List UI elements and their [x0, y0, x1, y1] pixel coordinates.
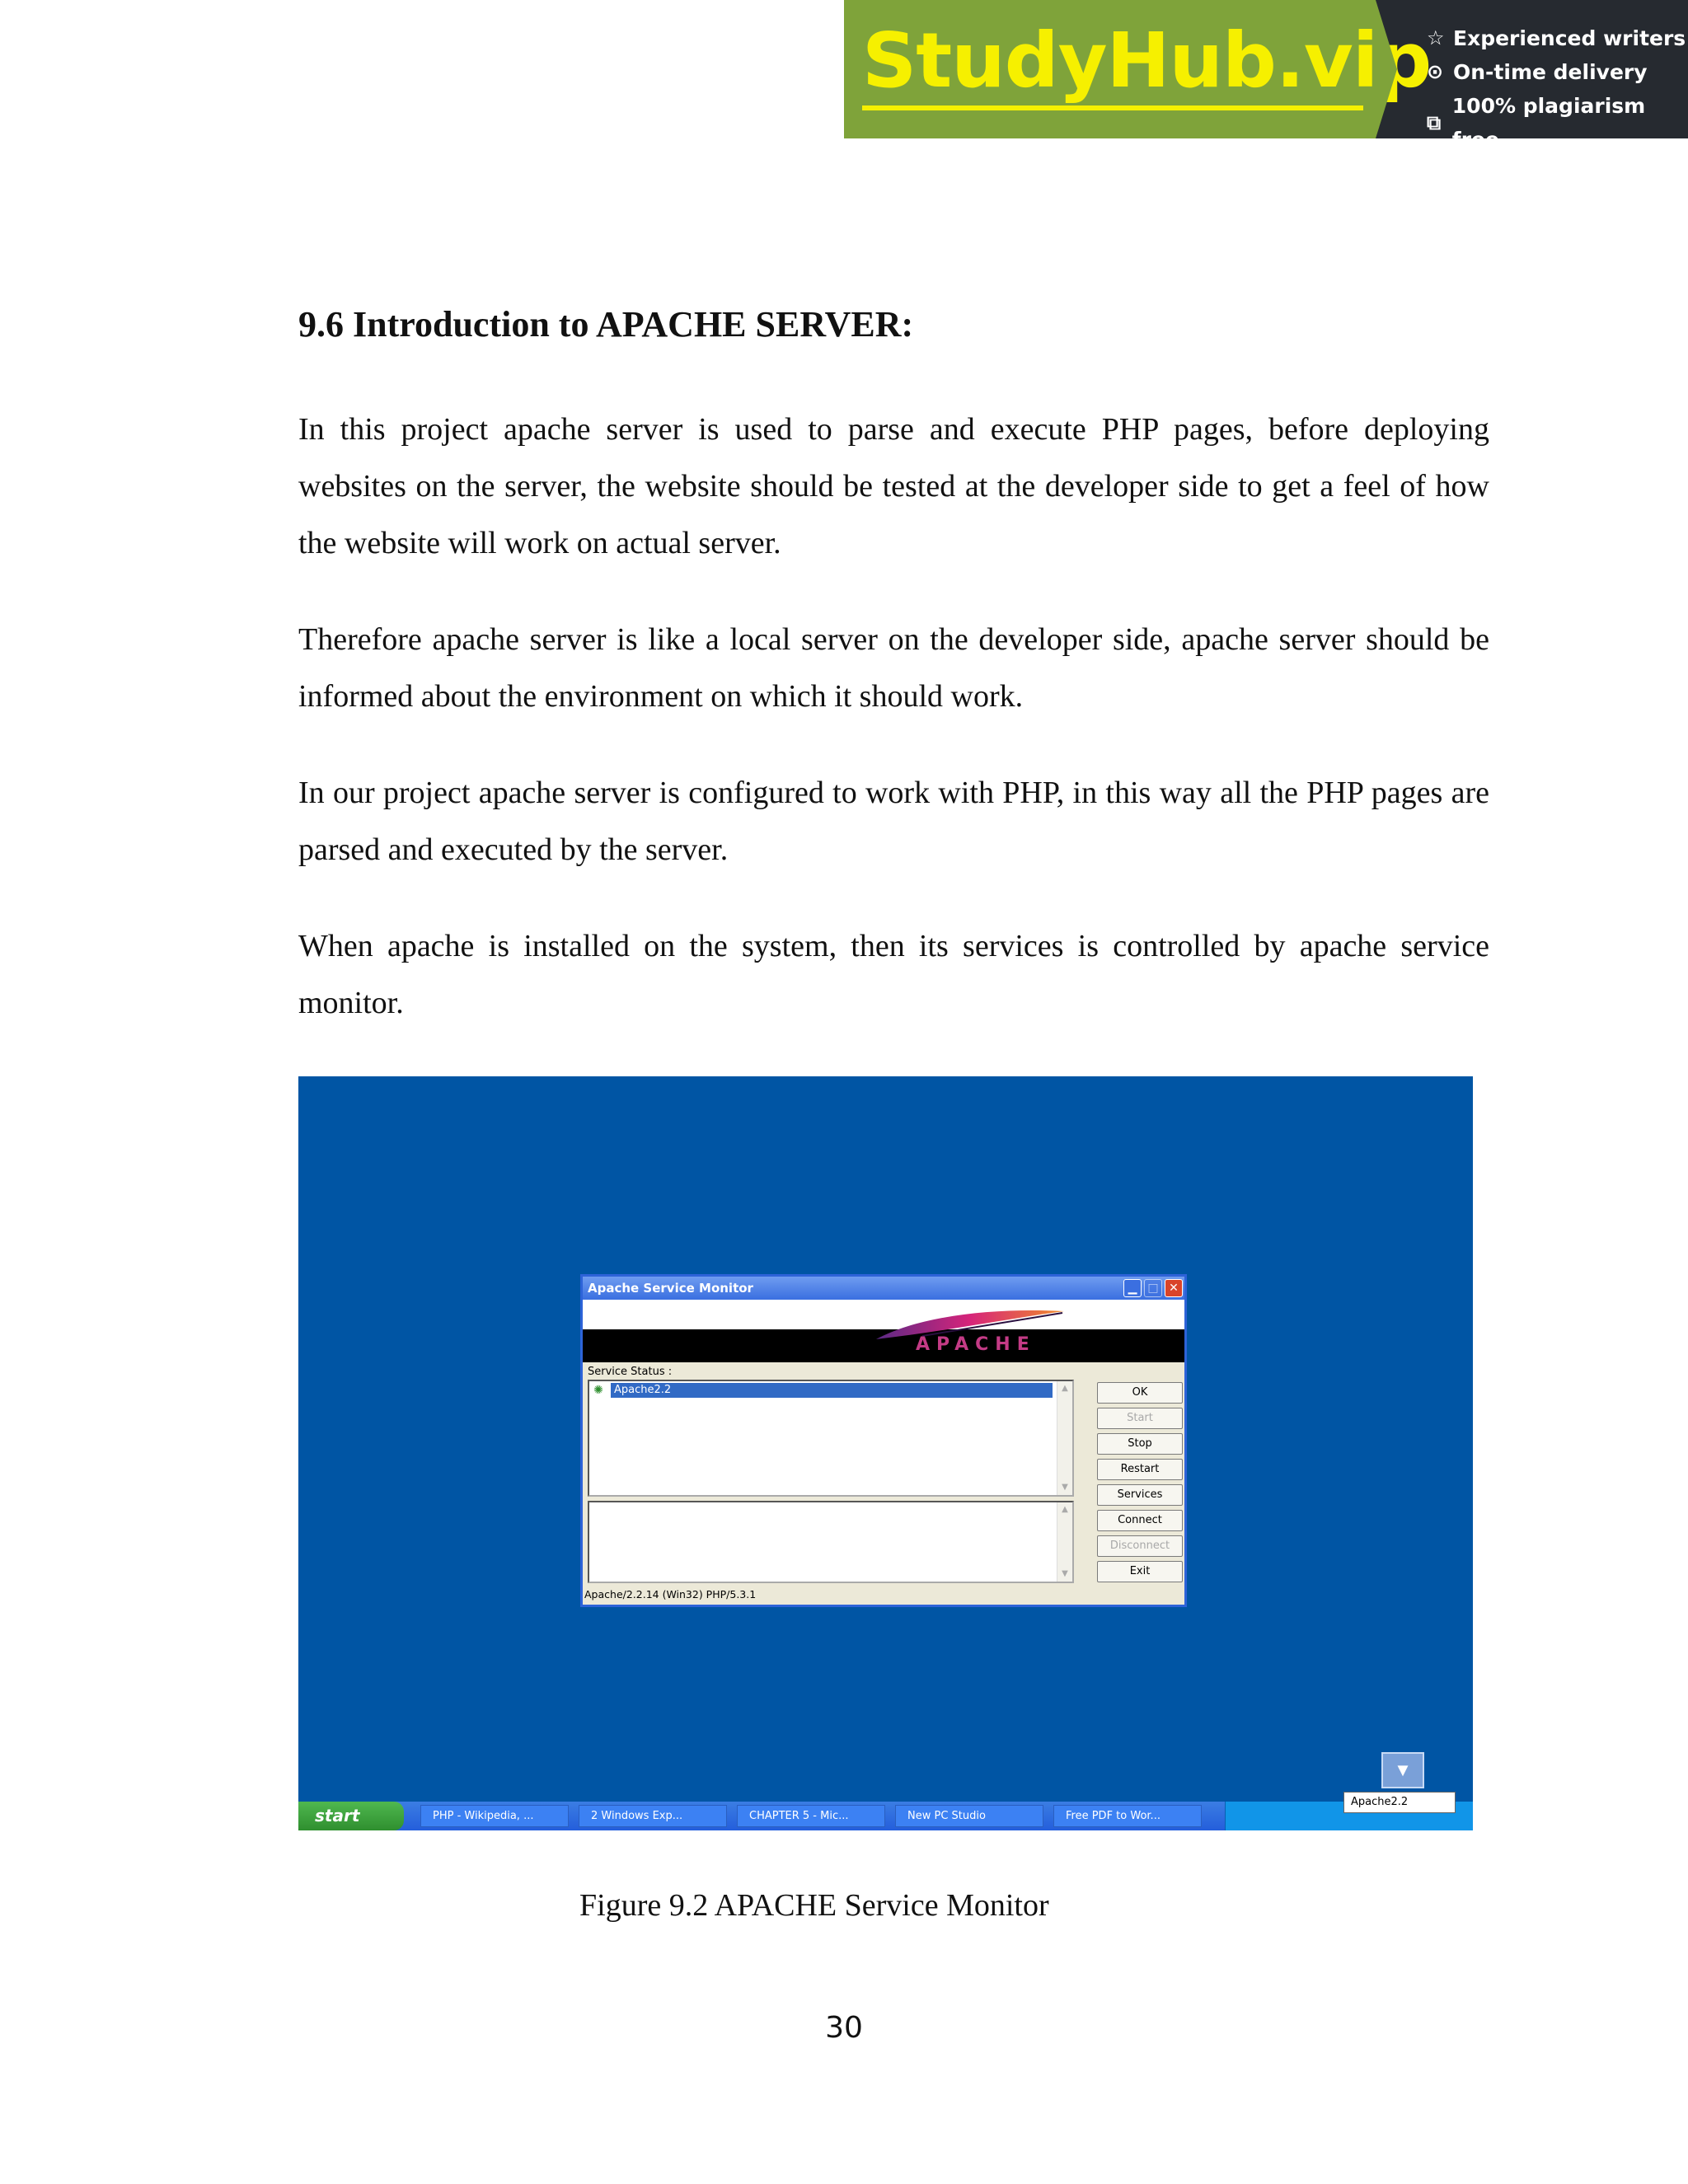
close-button[interactable]: ✕	[1165, 1279, 1183, 1297]
scroll-up-icon[interactable]: ▲	[1062, 1505, 1068, 1514]
log-scrollbar[interactable]	[1057, 1502, 1072, 1582]
copy-icon: ⧉	[1427, 110, 1442, 134]
scroll-up-icon[interactable]: ▲	[1062, 1384, 1068, 1393]
apache-logo-banner	[583, 1300, 1184, 1362]
window-status-bar: Apache/2.2.14 (Win32) PHP/5.3.1	[584, 1588, 757, 1601]
feature-experienced-writers	[1427, 21, 1688, 55]
taskbar-tasks	[420, 1805, 1212, 1827]
services-button[interactable]: Services	[1097, 1484, 1183, 1506]
taskbar-item[interactable]: PHP - Wikipedia, ...	[420, 1805, 569, 1827]
section-heading: 9.6 Introduction to APACHE SERVER:	[298, 304, 914, 344]
paragraph-4: When apache is installed on the system, then its services is controlled by apache service monitor.	[298, 929, 1489, 1020]
services-scrollbar[interactable]	[1057, 1381, 1072, 1495]
banner-logo-panel	[844, 0, 1432, 138]
paragraph-1: In this project apache server is used to parse and execute PHP pages, before deploying websites on the server, the website should be tested at the developer side to get a feel of how the website will work on actual server.	[298, 412, 1489, 560]
list-item[interactable]	[591, 1383, 1053, 1398]
studyhub-logo: StudyHub.vip	[862, 16, 1432, 105]
tray-tooltip: Apache2.2	[1343, 1792, 1456, 1813]
taskbar-item[interactable]: Free PDF to Wor...	[1053, 1805, 1202, 1827]
feature-plagiarism-free	[1427, 89, 1688, 157]
paragraph-3: In our project apache server is configured to work with PHP, in this way all the PHP pages are parsed and executed by the server.	[298, 776, 1489, 867]
figure-caption: Figure 9.2 APACHE Service Monitor	[579, 1888, 1049, 1923]
disconnect-button[interactable]: Disconnect	[1097, 1535, 1183, 1557]
star-icon: ☆	[1427, 26, 1445, 49]
window-controls	[1123, 1279, 1183, 1297]
scroll-down-icon[interactable]: ▼	[1062, 1483, 1068, 1492]
feature-label: Experienced writers	[1453, 26, 1686, 50]
apache-logo-text: APACHE	[916, 1334, 1036, 1355]
log-list[interactable]	[588, 1501, 1074, 1583]
scroll-down-icon[interactable]: ▼	[1062, 1569, 1068, 1578]
exit-button[interactable]: Exit	[1097, 1561, 1183, 1582]
taskbar-item[interactable]: CHAPTER 5 - Mic...	[737, 1805, 885, 1827]
service-name: Apache2.2	[611, 1383, 1053, 1398]
window-titlebar	[583, 1277, 1184, 1300]
ok-button[interactable]: OK	[1097, 1382, 1183, 1404]
paragraph-2: Therefore apache server is like a local server on the developer side, apache server should be informed about the environment on which it should work.	[298, 622, 1489, 714]
feature-on-time-delivery	[1427, 55, 1688, 89]
maximize-button[interactable]: □	[1144, 1279, 1162, 1297]
banner-arrow	[1376, 0, 1397, 138]
figure-screenshot	[298, 1076, 1473, 1830]
stop-button[interactable]: Stop	[1097, 1433, 1183, 1455]
tray-down-arrow-icon[interactable]: ▼	[1381, 1752, 1424, 1788]
studyhub-banner[interactable]	[844, 0, 1688, 152]
start-button[interactable]: Start	[1097, 1408, 1183, 1429]
taskbar-item[interactable]: 2 Windows Exp...	[579, 1805, 727, 1827]
taskbar-item[interactable]: New PC Studio	[895, 1805, 1043, 1827]
apache-service-monitor-window	[580, 1274, 1187, 1607]
page-number: 30	[825, 2011, 863, 2045]
window-title: Apache Service Monitor	[588, 1281, 753, 1296]
taskbar	[298, 1802, 1473, 1830]
services-list[interactable]	[588, 1380, 1074, 1497]
service-status-label: Service Status :	[588, 1366, 673, 1378]
feature-label: On-time delivery	[1453, 60, 1648, 84]
clock-icon: ⊙	[1427, 60, 1444, 83]
action-buttons	[1097, 1382, 1183, 1586]
feature-label: 100% plagiarism free	[1451, 94, 1646, 152]
restart-button[interactable]: Restart	[1097, 1459, 1183, 1480]
logo-underline	[862, 105, 1363, 110]
start-button-xp[interactable]: start	[298, 1802, 404, 1830]
service-running-icon: ✺	[593, 1384, 603, 1397]
minimize-button[interactable]: ▁	[1123, 1279, 1142, 1297]
connect-button[interactable]: Connect	[1097, 1510, 1183, 1531]
